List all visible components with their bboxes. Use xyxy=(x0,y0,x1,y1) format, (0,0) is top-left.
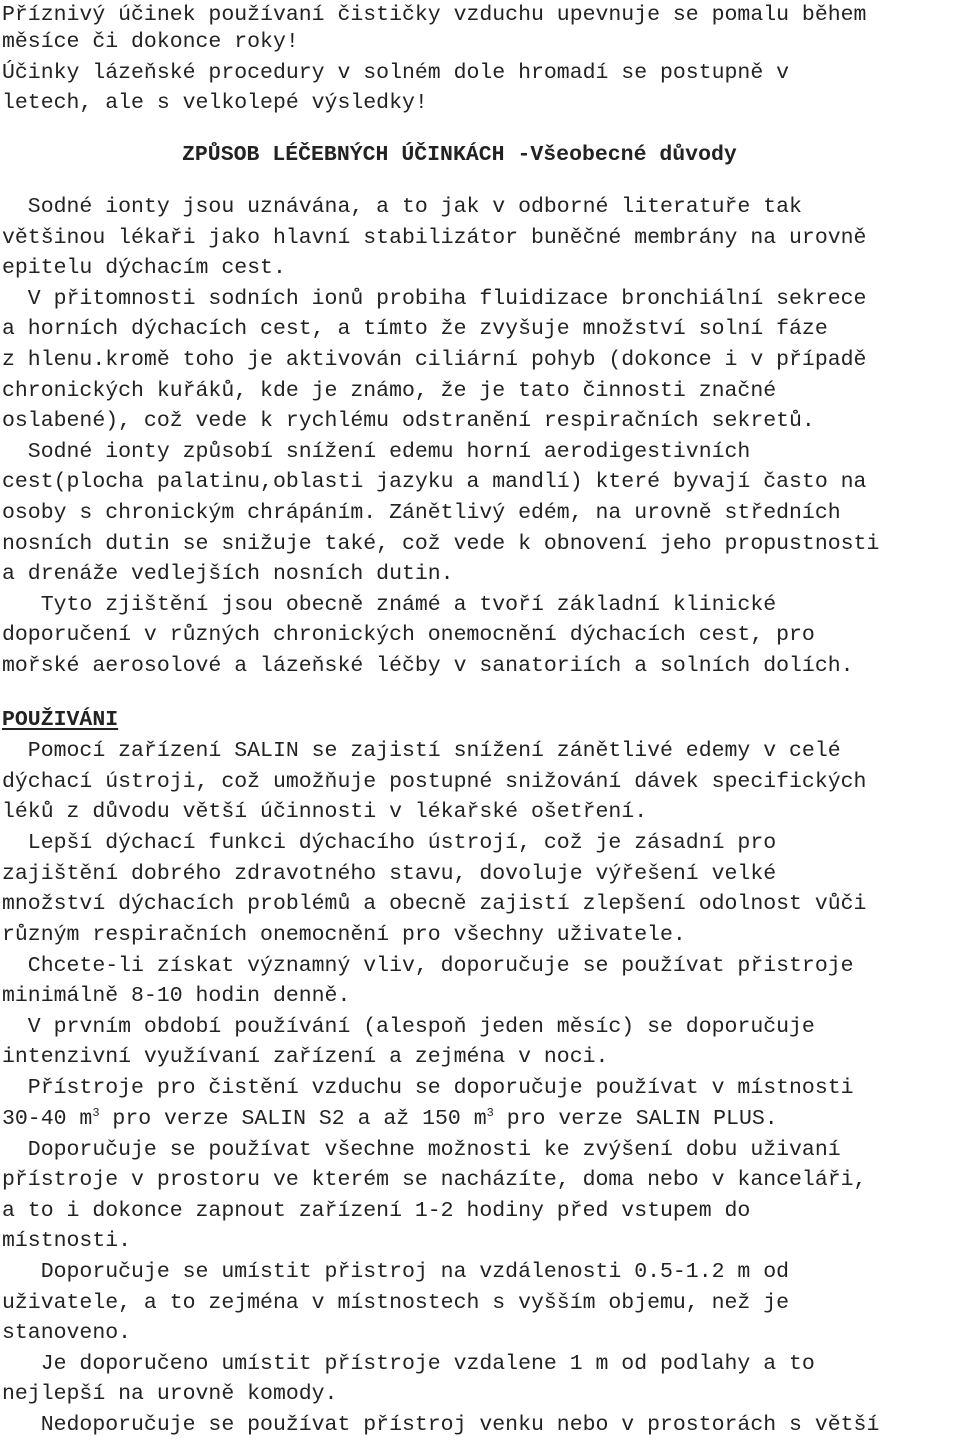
paragraph-line: cest(plocha palatinu,oblasti jazyku a mandlí) které byvají často na xyxy=(2,470,867,494)
paragraph-line: Pomocí zařízení SALIN se zajistí snížení zánětlivé edemy v celé xyxy=(2,739,841,763)
paragraph-line: dýchací ústroji, což umožňuje postupné snižování dávek specifických xyxy=(2,770,867,794)
paragraph-line: většinou lékaři jako hlavní stabilizátor buněčné membrány na urovně xyxy=(2,226,867,250)
paragraph-line: intenzivní využívaní zařízení a zejména v noci. xyxy=(2,1045,609,1069)
paragraph-line: různým respiračních onemocnění pro všechny uživatele. xyxy=(2,923,686,947)
intro-line: Účinky lázeňské procedury v solném dole hromadí se postupně v xyxy=(2,61,790,85)
area-text: pro verze SALIN S2 a až 150 m xyxy=(99,1107,487,1131)
paragraph-line: Lepší dýchací funkci dýchacího ústrojí, což je zásadní pro xyxy=(2,831,777,855)
paragraph-line: Je doporučeno umístit přístroje vzdalene 1 m od podlahy a to xyxy=(2,1352,815,1376)
paragraph-line: nosních dutin se snižuje také, což vede k obnovení jeho propustnosti xyxy=(2,532,880,556)
paragraph-line: místnosti. xyxy=(2,1229,132,1253)
paragraph-line: Doporučuje se používat všechne možnosti ke zvýšení dobu uživaní xyxy=(2,1138,841,1162)
paragraph-line: množství dýchacích problémů a obecně zajistí zlepšení odolnost vůči xyxy=(2,892,867,916)
paragraph-line: osoby s chronickým chrápáním. Zánětlivý edém, na urovně středních xyxy=(2,501,841,525)
section-heading: POUŽIVÁNI xyxy=(2,708,119,732)
superscript: 3 xyxy=(92,1105,100,1120)
paragraph-line: V přitomnosti sodních ionů probiha fluidizace bronchiální sekrece xyxy=(2,287,867,311)
paragraph-line: a drenáže vedlejších nosních dutin. xyxy=(2,562,454,586)
paragraph-line: uživatele, a to zejména v místnostech s vyšším objemu, než je xyxy=(2,1291,790,1315)
paragraph-line: z hlenu.kromě toho je aktivován ciliární pohyb (dokonce i v případě xyxy=(2,348,867,372)
paragraph-line: chronických kuřáků, kde je známo, že je tato činnosti značné xyxy=(2,379,777,403)
paragraph-line: epitelu dýchacím cest. xyxy=(2,256,286,280)
section-heading: ZPŮSOB LÉČEBNÝCH ÚČINKÁCH -Všeobecné důvody xyxy=(182,143,737,167)
area-text: pro verze SALIN PLUS. xyxy=(493,1107,778,1131)
paragraph-line: Sodné ionty jsou uznávána, a to jak v odborné literatuře tak xyxy=(2,195,802,219)
paragraph-line: zajištění dobrého zdravotného stavu, dovoluje výřešení velké xyxy=(2,862,777,886)
paragraph-line: doporučení v různých chronických onemocnění dýchacích cest, pro xyxy=(2,623,815,647)
paragraph-line: a horních dýchacích cest, a tímto že zvyšuje množství solní fáze xyxy=(2,317,828,341)
intro-line: měsíce či dokonce roky! xyxy=(2,30,299,54)
intro-line: Příznivý účinek používaní čističky vzduchu upevnuje se pomalu během xyxy=(2,3,867,27)
paragraph-line: mořské aerosolové a lázeňské léčby v sanatoriích a solních dolích. xyxy=(2,654,854,678)
paragraph-line: a to i dokonce zapnout zařízení 1-2 hodiny před vstupem do xyxy=(2,1199,751,1223)
intro-line: letech, ale s velkolepé výsledky! xyxy=(2,91,428,115)
area-text: 30-40 m xyxy=(2,1107,93,1131)
paragraph-line: Nedoporučuje se používat přístroj venku nebo v prostorách s větší xyxy=(2,1413,880,1437)
paragraph-line: Sodné ionty způsobí snížení edemu horní aerodigestivních xyxy=(2,440,751,464)
superscript: 3 xyxy=(486,1105,494,1120)
paragraph-line: Chcete-li získat významný vliv, doporučuje se používat přistroje xyxy=(2,954,854,978)
paragraph-line: léků z důvodu větší účinnosti v lékařské ošetření. xyxy=(2,800,648,824)
paragraph-line: V prvním období používání (alespoň jeden měsíc) se doporučuje xyxy=(2,1015,815,1039)
paragraph-line: nejlepší na urovně komody. xyxy=(2,1382,338,1406)
paragraph-line: Přístroje pro čistění vzduchu se doporučuje používat v místnosti xyxy=(2,1076,854,1100)
paragraph-line: přístroje v prostoru ve kterém se nacházíte, doma nebo v kanceláři, xyxy=(2,1168,867,1192)
area-line xyxy=(2,1104,778,1134)
paragraph-line: stanoveno. xyxy=(2,1321,132,1345)
paragraph-line: Tyto zjištění jsou obecně známé a tvoří základní klinické xyxy=(2,593,777,617)
paragraph-line: oslabené), což vede k rychlému odstranění respiračních sekretů. xyxy=(2,409,815,433)
paragraph-line: Doporučuje se umístit přistroj na vzdálenosti 0.5-1.2 m od xyxy=(2,1260,790,1284)
paragraph-line: minimálně 8-10 hodin denně. xyxy=(2,984,351,1008)
